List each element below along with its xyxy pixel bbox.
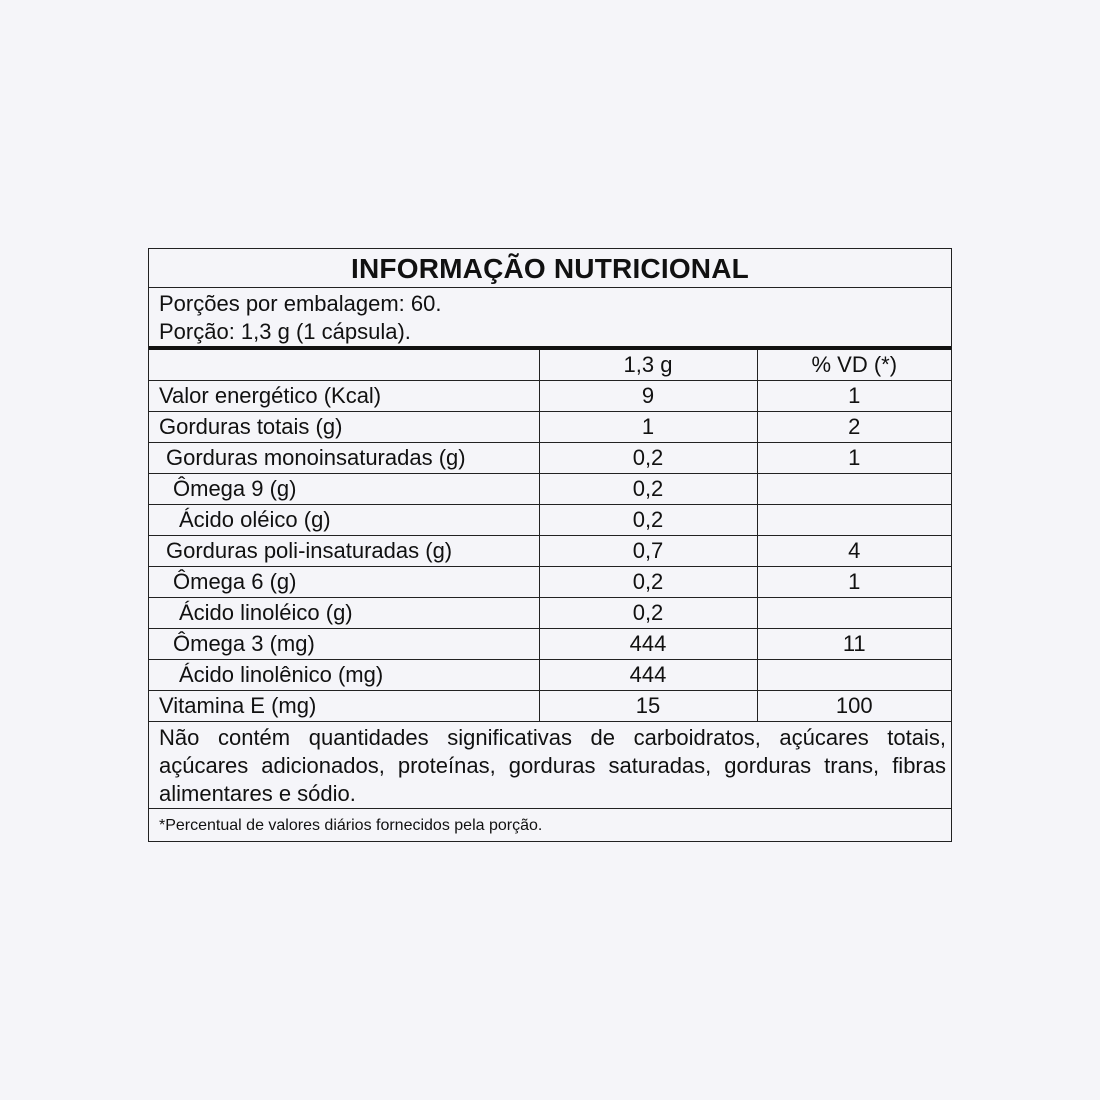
nutrient-daily-value: 1	[757, 567, 951, 598]
nutrient-daily-value	[757, 505, 951, 536]
nutrient-name: Gorduras totais (g)	[149, 412, 539, 443]
nutrient-name: Ômega 3 (mg)	[149, 629, 539, 660]
column-header-amount: 1,3 g	[539, 350, 757, 381]
nutrient-name: Gorduras poli-insaturadas (g)	[149, 536, 539, 567]
table-row	[149, 598, 951, 629]
panel-title: INFORMAÇÃO NUTRICIONAL	[149, 249, 951, 288]
table-header-row	[149, 350, 951, 381]
nutrient-daily-value: 2	[757, 412, 951, 443]
serving-info	[149, 288, 951, 350]
nutrient-table	[149, 350, 951, 722]
nutrient-amount: 444	[539, 629, 757, 660]
nutrient-daily-value	[757, 598, 951, 629]
table-row	[149, 505, 951, 536]
daily-value-footnote: *Percentual de valores diários fornecidos pela porção.	[159, 817, 543, 834]
nutrient-amount: 0,2	[539, 598, 757, 629]
nutrient-name: Vitamina E (mg)	[149, 691, 539, 722]
table-row	[149, 474, 951, 505]
nutrition-facts-panel	[148, 248, 952, 842]
table-row	[149, 443, 951, 474]
nutrient-daily-value	[757, 474, 951, 505]
nutrient-daily-value: 11	[757, 629, 951, 660]
nutrient-name: Ômega 6 (g)	[149, 567, 539, 598]
nutrient-name: Valor energético (Kcal)	[149, 381, 539, 412]
table-row	[149, 660, 951, 691]
nutrient-amount: 9	[539, 381, 757, 412]
table-row	[149, 412, 951, 443]
servings-per-package: Porções por embalagem: 60.	[159, 291, 442, 316]
nutrient-amount: 444	[539, 660, 757, 691]
column-header-nutrient	[149, 350, 539, 381]
nutrient-name: Ácido oléico (g)	[149, 505, 539, 536]
nutrient-name: Ácido linolênico (mg)	[149, 660, 539, 691]
table-row	[149, 381, 951, 412]
nutrient-daily-value: 1	[757, 381, 951, 412]
nutrient-amount: 1	[539, 412, 757, 443]
not-significant-note: Não contém quantidades significativas de carboidratos, açúcares totais, açúcares adicionados, proteínas, gorduras saturadas, gorduras trans, fibras alimentares e sódio.	[149, 722, 951, 809]
nutrient-name: Gorduras monoinsaturadas (g)	[149, 443, 539, 474]
column-header-daily-value: % VD (*)	[757, 350, 951, 381]
nutrient-daily-value	[757, 660, 951, 691]
table-row	[149, 567, 951, 598]
nutrient-amount: 0,2	[539, 567, 757, 598]
nutrient-amount: 15	[539, 691, 757, 722]
nutrient-amount: 0,2	[539, 505, 757, 536]
nutrient-daily-value: 4	[757, 536, 951, 567]
nutrient-amount: 0,7	[539, 536, 757, 567]
nutrient-name: Ácido linoléico (g)	[149, 598, 539, 629]
table-row	[149, 536, 951, 567]
nutrient-name: Ômega 9 (g)	[149, 474, 539, 505]
nutrient-amount: 0,2	[539, 443, 757, 474]
nutrient-daily-value: 1	[757, 443, 951, 474]
table-row	[149, 629, 951, 660]
nutrient-daily-value: 100	[757, 691, 951, 722]
nutrient-amount: 0,2	[539, 474, 757, 505]
serving-size: Porção: 1,3 g (1 cápsula).	[159, 319, 411, 344]
table-row	[149, 691, 951, 722]
